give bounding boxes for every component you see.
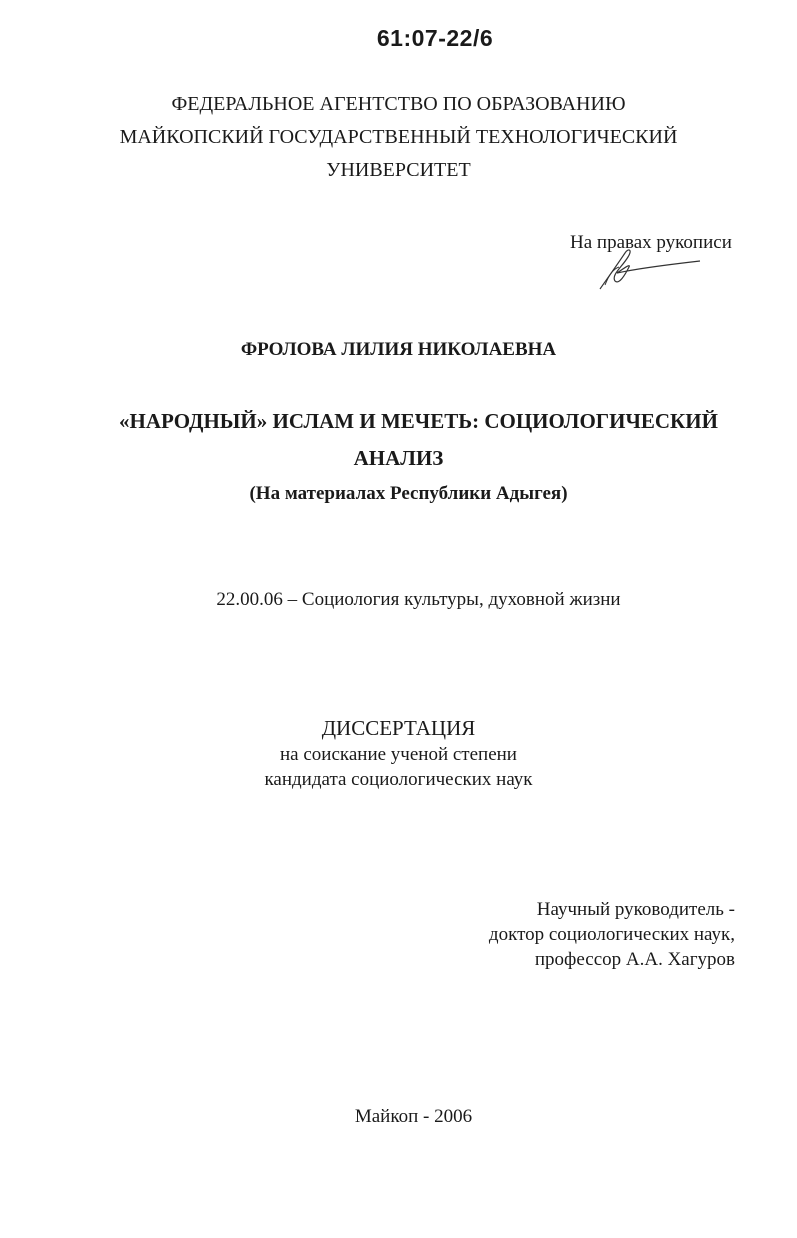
dissertation-degree-line-2: кандидата социологических наук — [264, 769, 533, 790]
manuscript-rights-note: На правах рукописи — [570, 232, 732, 253]
supervisor-role: Научный руководитель - — [536, 899, 735, 920]
archive-stamp: 61:07-22/6 — [376, 25, 494, 51]
place-and-year: Майкоп - 2006 — [354, 1106, 473, 1127]
author-name: ФРОЛОВА ЛИЛИЯ НИКОЛАЕВНА — [240, 339, 557, 360]
agency-line-1: ФЕДЕРАЛЬНОЕ АГЕНТСТВО ПО ОБРАЗОВАНИЮ — [171, 93, 626, 115]
author-signature — [595, 245, 705, 295]
university-line-1: МАЙКОПСКИЙ ГОСУДАРСТВЕННЫЙ ТЕХНОЛОГИЧЕСКИЙ — [119, 126, 678, 148]
thesis-title-line-1: «НАРОДНЫЙ» ИСЛАМ И МЕЧЕТЬ: СОЦИОЛОГИЧЕСКИЙ — [119, 409, 718, 433]
thesis-subtitle: (На материалах Республики Адыгея) — [249, 483, 568, 504]
supervisor-name: профессор А.А. Хагуров — [534, 949, 735, 970]
thesis-title-line-2: АНАЛИЗ — [353, 446, 444, 470]
supervisor-degree: доктор социологических наук, — [488, 924, 735, 945]
specialty-code: 22.00.06 – Социология культуры, духовной жизни — [216, 589, 621, 610]
dissertation-degree-line-1: на соискание ученой степени — [280, 744, 517, 765]
university-line-2: УНИВЕРСИТЕТ — [326, 159, 471, 181]
dissertation-heading: ДИССЕРТАЦИЯ — [321, 716, 476, 740]
